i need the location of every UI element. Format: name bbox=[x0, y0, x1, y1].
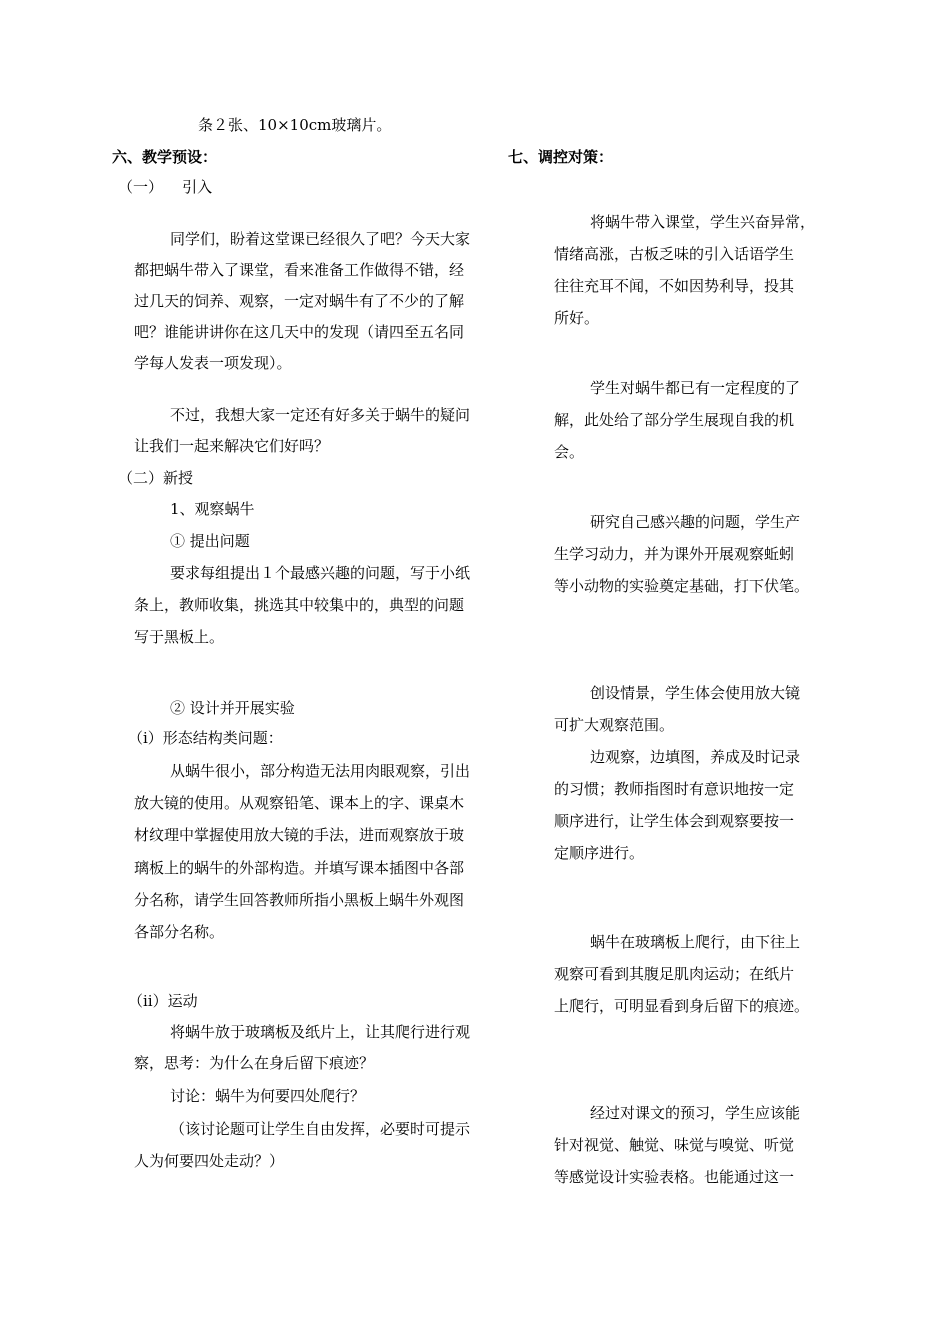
paragraph-line: 等感觉设计实验表格。也能通过这一 bbox=[554, 1168, 795, 1186]
paragraph-line: （该讨论题可让学生自由发挥，必要时可提示 bbox=[170, 1120, 471, 1138]
paragraph-line: 都把蜗牛带入了课堂，看来准备工作做得不错，经 bbox=[134, 261, 465, 279]
paragraph-line: 学每人发表一项发现）。 bbox=[134, 354, 292, 372]
step-title: ① 提出问题 bbox=[170, 532, 250, 550]
paragraph-line: 等小动物的实验奠定基础，打下伏笔。 bbox=[554, 577, 810, 595]
paragraph-line: 过几天的饲养、观察，一定对蜗牛有了不少的了解 bbox=[134, 292, 465, 310]
paragraph-line: 分名称，请学生回答教师所指小黑板上蜗牛外观图 bbox=[134, 891, 465, 909]
paragraph-line: 放大镜的使用。从观察铅笔、课本上的字、课桌木 bbox=[134, 794, 465, 812]
paragraph-line: 生学习动力，并为课外开展观察蚯蚓 bbox=[554, 545, 795, 563]
paragraph-line: 写于黑板上。 bbox=[134, 628, 225, 646]
paragraph-line: 可扩大观察范围。 bbox=[554, 716, 675, 734]
paragraph-line: 讨论：蜗牛为何要四处爬行？ bbox=[170, 1087, 366, 1105]
subsection-title: 1、观察蜗牛 bbox=[170, 500, 255, 518]
paragraph-line: 人为何要四处走动？） bbox=[134, 1152, 285, 1170]
materials-continuation: 条２张、10×10cm玻璃片。 bbox=[198, 116, 392, 134]
paragraph-line: 同学们，盼着这堂课已经很久了吧？今天大家 bbox=[170, 230, 471, 248]
paragraph-line: 顺序进行，让学生体会到观察要按一 bbox=[554, 812, 795, 830]
paragraph-line: 定顺序进行。 bbox=[554, 844, 645, 862]
paragraph-line: 边观察，边填图，养成及时记录 bbox=[590, 748, 801, 766]
paragraph-line: 璃板上的蜗牛的外部构造。并填写课本插图中各部 bbox=[134, 859, 465, 877]
section-new-lesson-label: （二）新授 bbox=[118, 469, 194, 487]
paragraph-line: 让我们一起来解决它们好吗？ bbox=[134, 437, 330, 455]
paragraph-line: 往往充耳不闻，不如因势利导，投其 bbox=[554, 277, 795, 295]
paragraph-line: 观察可看到其腹足肌肉运动；在纸片 bbox=[554, 965, 795, 983]
paragraph-line: 研究自己感兴趣的问题，学生产 bbox=[590, 513, 801, 531]
item-title: （ⅱ）运动 bbox=[128, 992, 198, 1010]
paragraph-line: 从蜗牛很小，部分构造无法用肉眼观察，引出 bbox=[170, 762, 471, 780]
step-title: ② 设计并开展实验 bbox=[170, 699, 295, 717]
section-intro-label: （一） 引入 bbox=[118, 178, 213, 196]
paragraph-line: 要求每组提出１个最感兴趣的问题，写于小纸 bbox=[170, 564, 471, 582]
paragraph-line: 创设情景，学生体会使用放大镜 bbox=[590, 684, 801, 702]
paragraph-line: 将蜗牛放于玻璃板及纸片上，让其爬行进行观 bbox=[170, 1023, 471, 1041]
paragraph-line: 吧？谁能讲讲你在这几天中的发现（请四至五名同 bbox=[134, 323, 465, 341]
teaching-plan-heading: 六、教学预设： bbox=[112, 148, 218, 166]
paragraph-line: 所好。 bbox=[554, 309, 600, 327]
paragraph-line: 察，思考：为什么在身后留下痕迹？ bbox=[134, 1054, 375, 1072]
paragraph-line: 的习惯；教师指图时有意识地按一定 bbox=[554, 780, 795, 798]
paragraph-line: 情绪高涨，古板乏味的引入话语学生 bbox=[554, 245, 795, 263]
paragraph-line: 经过对课文的预习，学生应该能 bbox=[590, 1104, 801, 1122]
paragraph-line: 各部分名称。 bbox=[134, 923, 225, 941]
paragraph-line: 材纹理中掌握使用放大镜的手法，进而观察放于玻 bbox=[134, 826, 465, 844]
paragraph-line: 蜗牛在玻璃板上爬行，由下往上 bbox=[590, 933, 801, 951]
paragraph-line: 针对视觉、触觉、味觉与嗅觉、听觉 bbox=[554, 1136, 795, 1154]
paragraph-line: 会。 bbox=[554, 443, 585, 461]
paragraph-line: 学生对蜗牛都已有一定程度的了 bbox=[590, 379, 801, 397]
item-title: （ⅰ）形态结构类问题： bbox=[128, 729, 283, 747]
control-strategy-heading: 七、调控对策： bbox=[508, 148, 614, 166]
paragraph-line: 上爬行，可明显看到身后留下的痕迹。 bbox=[554, 997, 810, 1015]
paragraph-line: 条上，教师收集，挑选其中较集中的，典型的问题 bbox=[134, 596, 465, 614]
paragraph-line: 解，此处给了部分学生展现自我的机 bbox=[554, 411, 795, 429]
paragraph-line: 将蜗牛带入课堂，学生兴奋异常， bbox=[590, 213, 816, 231]
paragraph-line: 不过，我想大家一定还有好多关于蜗牛的疑问 bbox=[170, 406, 471, 424]
